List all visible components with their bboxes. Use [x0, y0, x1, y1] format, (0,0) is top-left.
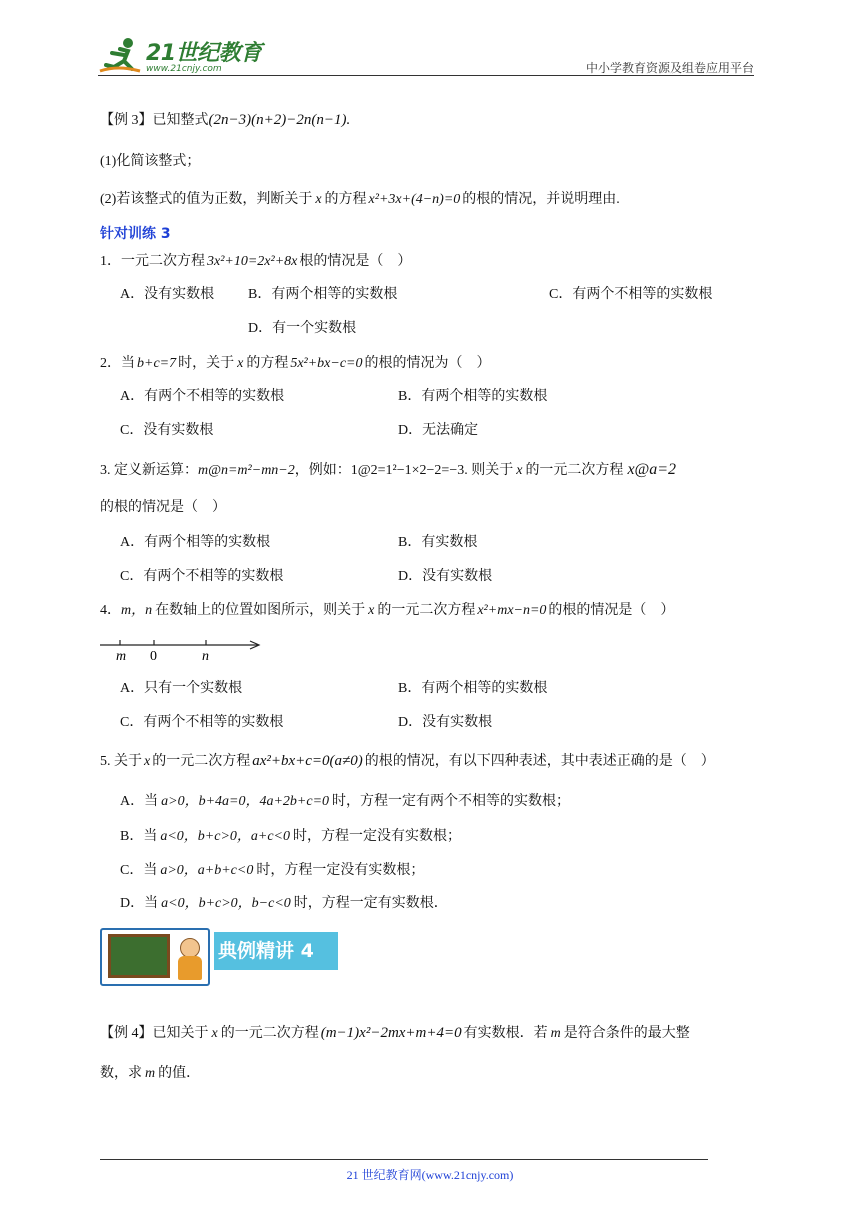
- example3-label: 【例 3】: [100, 113, 153, 128]
- example4-text4: 是符合条件的最大整: [563, 1026, 690, 1041]
- axis-label-zero: 0: [150, 649, 157, 664]
- q3-definition: m@n=m²−mn−2: [198, 463, 295, 478]
- q3-eq: x@a=2: [627, 461, 677, 478]
- q2-option-c[interactable]: C．没有实数根: [120, 423, 214, 438]
- q2-tail: 的根的情况为（ ）: [364, 356, 491, 371]
- q3-option-c[interactable]: C．有两个不相等的实数根: [120, 569, 284, 584]
- q5-option-d[interactable]: [120, 894, 448, 914]
- example3-part2-text: (2)若该整式的值为正数，判断关于: [100, 192, 313, 207]
- q4-number: 4．: [100, 603, 121, 618]
- q3-lead: 3. 定义新运算：: [100, 463, 198, 478]
- q5-d-label: D．当: [120, 896, 159, 911]
- teacher-body: [178, 956, 202, 980]
- q5-c-cond: a>0，a+b+c<0: [160, 863, 254, 878]
- q3-text2: 的一元二次方程: [525, 463, 624, 478]
- example4-text: 已知关于: [152, 1026, 209, 1041]
- q3-option-a[interactable]: A．有两个相等的实数根: [120, 535, 271, 550]
- q5-option-a[interactable]: [120, 792, 570, 812]
- q5-tail: 的根的情况，有以下四种表述，其中表述正确的是（ ）: [364, 754, 715, 769]
- q3-option-b[interactable]: B．有实数根: [398, 535, 478, 550]
- q2-mid: 时，关于: [178, 356, 235, 371]
- q3-var: x: [516, 463, 523, 478]
- question-4: [100, 601, 674, 621]
- example4-var-m: m: [550, 1026, 561, 1041]
- runner-icon: [98, 35, 142, 75]
- example4-var: x: [211, 1026, 218, 1041]
- q5-b-tail: 时，方程一定没有实数根；: [293, 829, 462, 844]
- q1-option-c[interactable]: C．有两个不相等的实数根: [549, 287, 713, 302]
- q4-option-d[interactable]: D．没有实数根: [398, 715, 493, 730]
- q2-expr: 5x²+bx−c=0: [290, 356, 363, 371]
- example3-part1: (1)化简该整式；: [100, 154, 201, 169]
- q1-option-b[interactable]: B．有两个相等的实数根: [248, 287, 398, 302]
- example4-line2-tail: 的值．: [158, 1066, 201, 1081]
- q4-expr: x²+mx−n=0: [477, 603, 547, 618]
- training-title: 针对训练 3: [100, 226, 171, 242]
- example4-statement: [100, 1023, 690, 1044]
- example3-part2-text2: 的方程: [324, 192, 367, 207]
- q3-example: 1@2=1²−1×2−2=−3: [350, 463, 465, 478]
- q3-line2: 的根的情况是（ ）: [100, 500, 226, 515]
- q5-expr: ax²+bx+c=0(a≠0): [252, 753, 363, 769]
- q1-expr: 3x²+10=2x²+8x: [207, 254, 298, 269]
- q4-option-c[interactable]: C．有两个不相等的实数根: [120, 715, 284, 730]
- example3-expr: (2n−3)(n+2)−2n(n−1).: [208, 112, 351, 128]
- q2-mid2: 的方程: [246, 356, 289, 371]
- q5-var: x: [144, 754, 151, 769]
- number-line-figure: [98, 634, 268, 664]
- axis-label-n: n: [202, 649, 209, 664]
- question-3: [100, 460, 676, 481]
- example4-line2-var: m: [145, 1066, 156, 1081]
- example3-statement: [100, 110, 350, 131]
- q5-text: 的一元二次方程: [152, 754, 251, 769]
- example3-intro: 已知整式: [152, 113, 209, 128]
- q1-number: 1．一元二次方程: [100, 254, 205, 269]
- q3-option-d[interactable]: D．没有实数根: [398, 569, 493, 584]
- q3-text: . 则关于: [464, 463, 514, 478]
- logo-text: 21世纪教育: [146, 41, 262, 66]
- example4-text2: 的一元二次方程: [220, 1026, 319, 1041]
- q4-option-b[interactable]: B．有两个相等的实数根: [398, 681, 548, 696]
- logo-url: www.21cnjy.com: [146, 64, 222, 74]
- header-divider: [98, 75, 754, 76]
- q5-d-tail: 时，方程一定有实数根．: [293, 896, 448, 911]
- example3-part2: [100, 190, 620, 210]
- example3-part2-var: x: [315, 192, 322, 207]
- teacher-icon: [180, 938, 200, 958]
- q5-a-label: A．当: [120, 794, 159, 809]
- q5-c-tail: 时，方程一定没有实数根；: [256, 863, 425, 878]
- q4-text2: 的一元二次方程: [377, 603, 476, 618]
- chalkboard-icon: [108, 934, 170, 978]
- q5-d-cond: a<0，b+c>0，b−c<0: [161, 896, 291, 911]
- platform-label: 中小学教育资源及组卷应用平台: [585, 61, 754, 75]
- q5-b-cond: a<0，b+c>0，a+c<0: [160, 829, 291, 844]
- q1-tail: 根的情况是（ ）: [299, 254, 412, 269]
- q5-option-b[interactable]: [120, 827, 461, 847]
- example4-text3: 有实数根．若: [463, 1026, 548, 1041]
- q3-eg: ，例如：: [294, 463, 351, 478]
- question-5: [100, 751, 715, 772]
- q4-vars: m，n: [121, 603, 153, 618]
- q2-var: x: [237, 356, 244, 371]
- q4-tail: 的根的情况是（ ）: [548, 603, 675, 618]
- q4-option-a[interactable]: A．只有一个实数根: [120, 681, 243, 696]
- footer-link[interactable]: 21 世纪教育网(www.21cnjy.com): [346, 1168, 514, 1182]
- footer-divider: [100, 1159, 708, 1160]
- axis-label-m: m: [116, 649, 127, 664]
- q2-option-a[interactable]: A．有两个不相等的实数根: [120, 389, 285, 404]
- q2-option-b[interactable]: B．有两个相等的实数根: [398, 389, 548, 404]
- q5-a-cond: a>0，b+4a=0，4a+2b+c=0: [161, 794, 330, 809]
- q5-number: 5. 关于: [100, 754, 142, 769]
- example4-expr: (m−1)x²−2mx+m+4=0: [320, 1025, 462, 1041]
- q2-option-d[interactable]: D．无法确定: [398, 423, 479, 438]
- q5-b-label: B．当: [120, 829, 158, 844]
- example4-label: 【例 4】: [100, 1026, 153, 1041]
- site-logo: [98, 34, 262, 76]
- example3-part2-tail: 的根的情况，并说明理由.: [462, 192, 620, 207]
- q1-option-d[interactable]: D．有一个实数根: [248, 321, 357, 336]
- example3-part2-expr: x²+3x+(4−n)=0: [368, 192, 461, 207]
- q2-number: 2．当: [100, 356, 135, 371]
- question-2: [100, 354, 491, 374]
- section-title: 典例精讲 4: [214, 932, 338, 970]
- q5-c-label: C．当: [120, 863, 158, 878]
- q4-text: 在数轴上的位置如图所示，则关于: [155, 603, 366, 618]
- example4-line2: [100, 1064, 200, 1084]
- q1-option-a[interactable]: A．没有实数根: [120, 287, 215, 302]
- q2-cond: b+c=7: [137, 356, 177, 371]
- section-banner: [100, 928, 340, 986]
- q4-var: x: [368, 603, 375, 618]
- example4-line2-text: 数，求: [100, 1066, 142, 1081]
- q5-option-c[interactable]: [120, 861, 424, 881]
- q5-a-tail: 时，方程一定有两个不相等的实数根；: [332, 794, 571, 809]
- question-1: [100, 252, 411, 272]
